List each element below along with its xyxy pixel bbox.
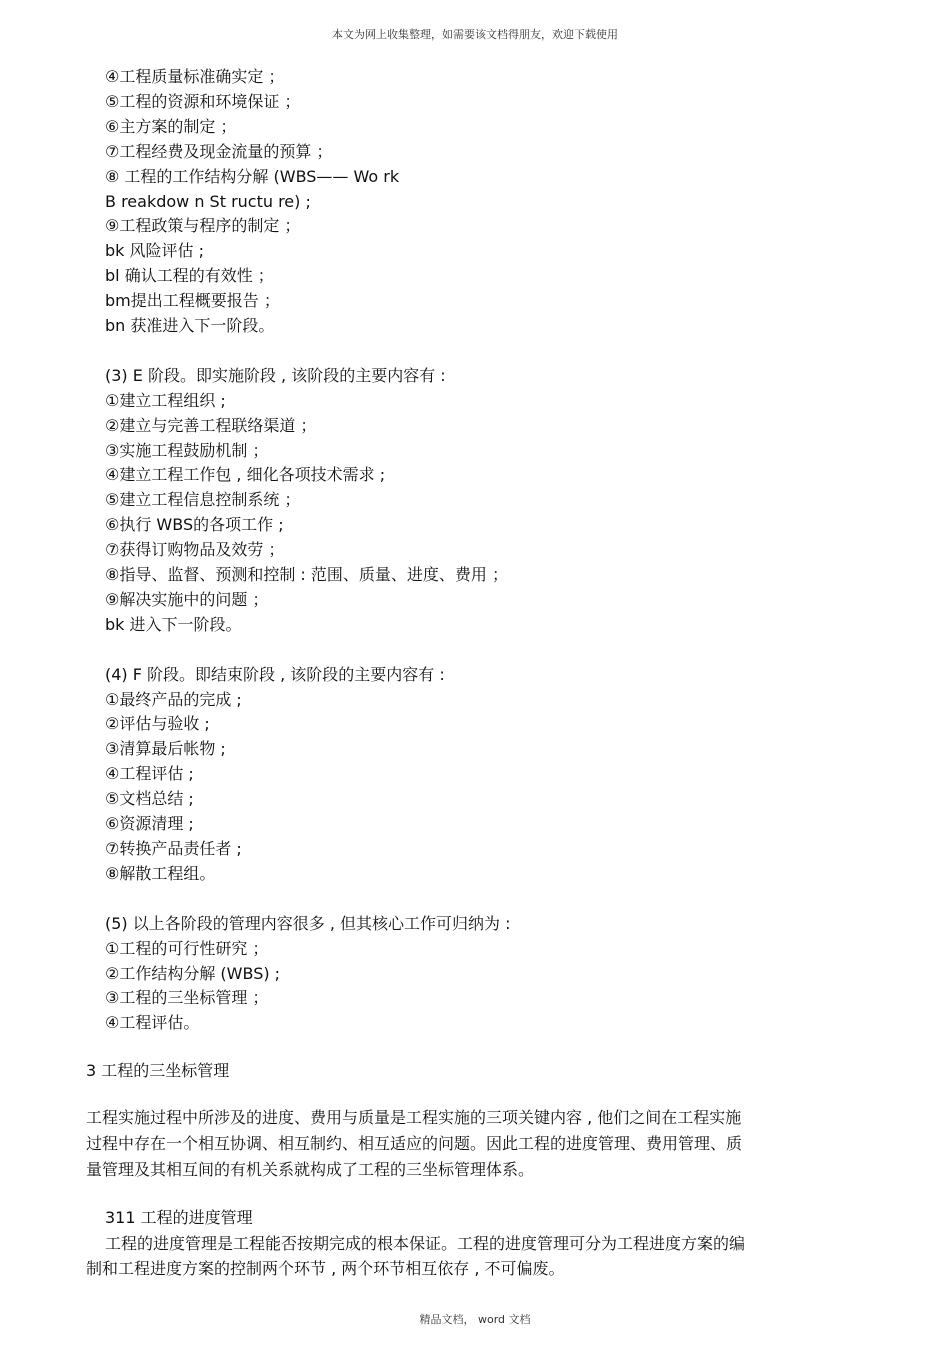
e-phase-item: ②建立与完善工程联络渠道 ； [105,416,317,435]
f-phase-item: ⑤文档总结 ; [105,789,194,808]
d-list-item: bk 风险评估 ; [105,241,204,260]
core-item: ①工程的可行性研究 ； [105,939,269,958]
paragraph-line: 量管理及其相互间的有机关系就构成了工程的三坐标管理体系。 [86,1160,535,1179]
page-footer: 精品文档， word 文档 [419,1313,531,1326]
f-phase-item: ②评估与验收 ; [105,714,210,733]
core-title: (5) 以上各阶段的管理内容很多 , 但其核心工作可归纳为 : [105,914,511,933]
e-phase-item: ⑥执行 WBS的各项工作 ; [105,515,284,534]
paragraph-line: 工程实施过程中所涉及的进度、费用与质量是工程实施的三项关键内容 , 他们之间在工程实施 [86,1108,742,1127]
e-phase-item: ⑨解决实施中的问题 ； [105,590,269,609]
e-phase-item: ③实施工程鼓励机制 ； [105,441,269,460]
page-header: 本文为网上收集整理，如需要该文档得朋友，欢迎下载使用 [332,28,618,41]
e-phase-item: ④建立工程工作包 , 细化各项技术需求 ; [105,465,386,484]
section-heading: 3 工程的三坐标管理 [86,1061,230,1080]
f-phase-item: ⑦转换产品责任者 ; [105,839,242,858]
core-item: ③工程的三坐标管理 ； [105,988,269,1007]
d-list-item: ⑧ 工程的工作结构分解 (WBS—— Wo rk [105,167,400,186]
d-list-item: B reakdow n St ructu re) ; [105,192,311,211]
d-list-item: bm提出工程概要报告 ； [105,291,280,310]
e-phase-item: bk 进入下一阶段。 [105,615,242,634]
paragraph-line: 制和工程进度方案的控制两个环节 , 两个环节相互依存 , 不可偏废。 [86,1259,565,1278]
core-item: ④工程评估。 [105,1013,200,1032]
f-phase-item: ④工程评估 ; [105,764,194,783]
core-item: ②工作结构分解 (WBS) ; [105,964,281,983]
e-phase-title: (3) E 阶段。即实施阶段 , 该阶段的主要内容有 : [105,366,446,385]
d-list-item: ⑥主方案的制定 ； [105,117,237,136]
e-phase-item: ⑤建立工程信息控制系统 ； [105,490,301,509]
d-list-item: bn 获准进入下一阶段。 [105,316,275,335]
f-phase-item: ⑧解散工程组。 [105,864,216,883]
d-list-item: ④工程质量标准确实定 ； [105,67,285,86]
paragraph-line: 过程中存在一个相互协调、相互制约、相互适应的问题。因此工程的进度管理、费用管理、质 [86,1134,743,1153]
d-list-item: ⑨工程政策与程序的制定 ； [105,216,301,235]
d-list-item: bl 确认工程的有效性 ； [105,266,274,285]
subsection-heading: 311 工程的进度管理 [105,1208,253,1227]
f-phase-title: (4) F 阶段。即结束阶段 , 该阶段的主要内容有 : [105,665,445,684]
paragraph-line: 工程的进度管理是工程能否按期完成的根本保证。工程的进度管理可分为工程进度方案的编 [105,1234,746,1253]
e-phase-item: ①建立工程组织 ; [105,391,226,410]
e-phase-item: ⑧指导、监督、预测和控制 : 范围、质量、进度、费用 ； [105,565,508,584]
f-phase-item: ③清算最后帐物 ; [105,739,226,758]
d-list-item: ⑤工程的资源和环境保证 ； [105,92,301,111]
f-phase-item: ①最终产品的完成 ; [105,690,242,709]
f-phase-item: ⑥资源清理 ; [105,814,194,833]
d-list-item: ⑦工程经费及现金流量的预算 ； [105,142,333,161]
e-phase-item: ⑦获得订购物品及效劳 ； [105,540,285,559]
